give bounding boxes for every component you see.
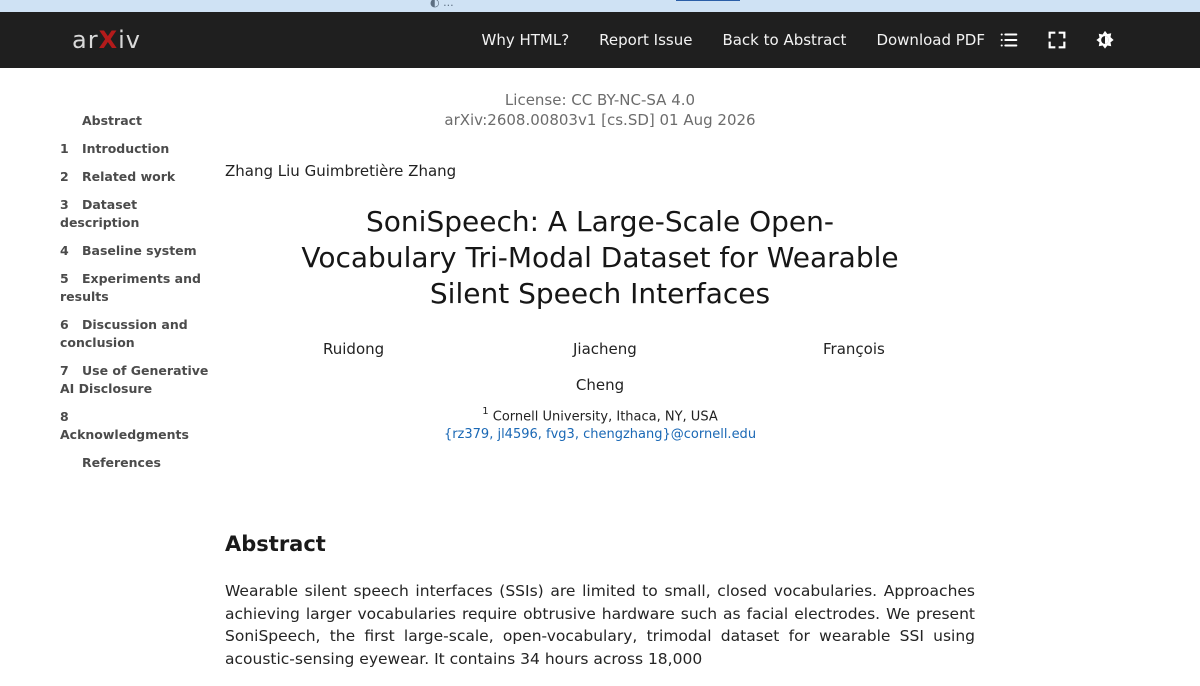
author-jiacheng: Jiacheng: [573, 340, 637, 358]
toc-label: Baseline system: [82, 243, 197, 258]
top-strip-link-underline[interactable]: [676, 0, 740, 1]
affiliation-text: Cornell University, Ithaca, NY, USA: [492, 409, 718, 425]
toc-label: Acknowledgments: [60, 427, 189, 442]
top-notice-strip: [0, 0, 1200, 12]
abstract-text: Wearable silent speech interfaces (SSIs) are limited to small, closed vocabularies. Approaches achieving larger vocabularies require obtrusive hardware such as facial electrodes. We present SoniSpeech, the first large-scale, open-vocabulary, trimodal dataset for wearable SSI using acoustic-sensing eyewear. It contains 34 hours across 18,000: [225, 582, 975, 668]
toc-label: Experiments and results: [60, 271, 201, 304]
toc-label: Use of Generative AI Disclosure: [60, 363, 209, 396]
toc-label: Abstract: [82, 113, 143, 128]
toc-label: Related work: [82, 169, 176, 184]
download-pdf-link[interactable]: Download PDF: [876, 31, 985, 49]
list-icon[interactable]: [998, 29, 1020, 51]
toc-item-baseline-system[interactable]: [60, 242, 210, 260]
abstract-heading: Abstract: [225, 532, 326, 557]
toc-item-discussion-conclusion[interactable]: [60, 316, 210, 352]
toc-number: 8: [60, 409, 69, 424]
toc-item-introduction[interactable]: [60, 140, 210, 158]
author-cheng: Cheng: [575, 376, 625, 394]
report-issue-link[interactable]: Report Issue: [599, 31, 693, 49]
toc-item-related-work[interactable]: [60, 168, 210, 186]
navbar: [0, 12, 1200, 68]
nav-icons: [998, 12, 1116, 68]
toc-number: 4: [60, 243, 69, 258]
toc-label: References: [82, 455, 161, 470]
toc-item-references[interactable]: [60, 454, 210, 472]
affiliation: [225, 404, 975, 426]
toc-item-abstract[interactable]: [60, 112, 210, 130]
why-html-link[interactable]: Why HTML?: [481, 31, 570, 49]
paper-title: SoniSpeech: A Large-Scale Open-Vocabulary Tri-Modal Dataset for Wearable Silent Speech Interfaces: [301, 205, 899, 310]
arxiv-logo[interactable]: [72, 25, 144, 55]
toc-number: 2: [60, 169, 69, 184]
arxiv-id: arXiv:2608.00803v1 [cs.SD] 01 Aug 2026: [444, 111, 756, 129]
author-row: [225, 340, 975, 368]
toc-item-dataset-description[interactable]: [60, 196, 210, 232]
toc-number: 5: [60, 271, 69, 286]
toc-number: 6: [60, 317, 69, 332]
theme-toggle-icon[interactable]: [1094, 29, 1116, 51]
toc-number: 3: [60, 197, 69, 212]
toc-label: Introduction: [82, 141, 170, 156]
toc-number: 7: [60, 363, 69, 378]
toc-label: Dataset description: [60, 197, 140, 230]
nav-links: [481, 12, 985, 68]
toc-label: Discussion and conclusion: [60, 317, 188, 350]
top-strip-text: ◐ ...: [430, 0, 454, 9]
top-authors: Zhang Liu Guimbretière Zhang: [225, 162, 457, 180]
table-of-contents: [60, 112, 210, 482]
license-text: License: CC BY-NC-SA 4.0: [504, 91, 696, 109]
affiliation-marker: 1: [482, 406, 489, 417]
author-francois: François: [823, 340, 885, 358]
author-ruidong: Ruidong: [323, 340, 385, 358]
toc-item-acknowledgments[interactable]: [60, 408, 210, 444]
toc-item-experiments-results[interactable]: [60, 270, 210, 306]
logo-text: arXiv: [72, 26, 141, 54]
toc-number: 1: [60, 141, 69, 156]
paper-main: [225, 90, 975, 686]
fullscreen-icon[interactable]: [1046, 29, 1068, 51]
back-to-abstract-link[interactable]: Back to Abstract: [722, 31, 847, 49]
author-emails[interactable]: {rz379, jl4596, fvg3, chengzhang}@cornell.edu: [443, 427, 757, 443]
license-block: [225, 90, 975, 130]
toc-item-generative-ai-disclosure[interactable]: [60, 362, 210, 398]
